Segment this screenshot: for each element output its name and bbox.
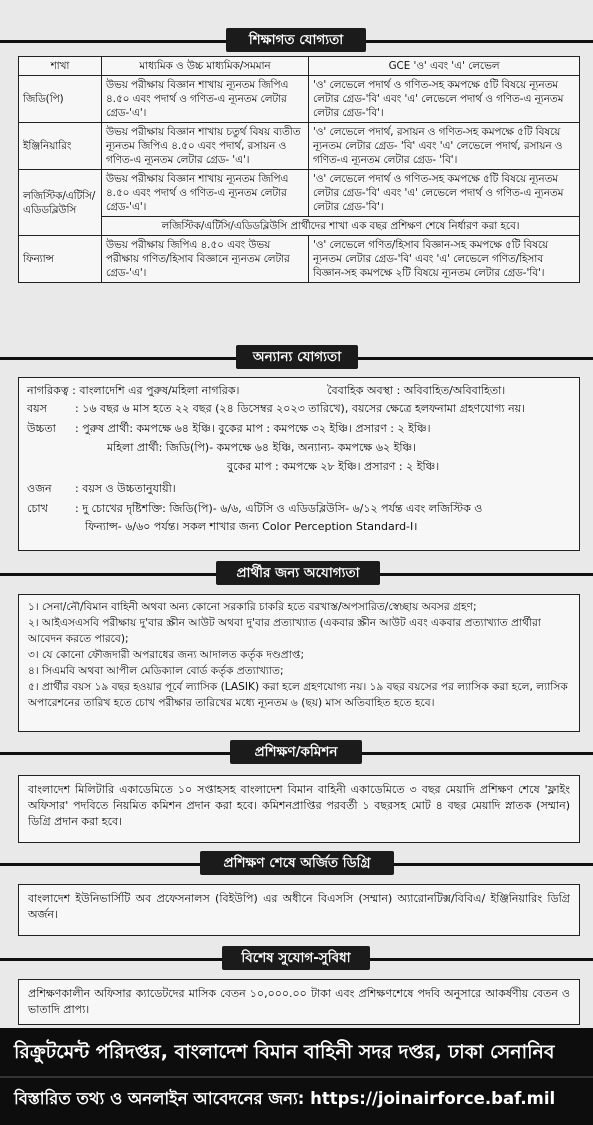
eye-text: : দু চোখের দৃষ্টিশক্তি: জিডি(পি)- ৬/৬, এটিসি ও এডিডব্লিউসি- ৬/১২ পর্যন্ত এবং লজিস্টিক ও [75, 502, 483, 515]
benefits-box [18, 979, 580, 1025]
table-row [19, 76, 580, 123]
table-note-row [19, 217, 580, 236]
height-male-text: : পুরুষ প্রার্থী: কমপক্ষে ৬৪ ইঞ্চি। বুকের মাপ : কমপক্ষে ৩২ ইঞ্চি। প্রসারণ : ২ ইঞ্চি। [75, 422, 431, 435]
disq-title: প্রার্থীর জন্য অযোগ্যতা [216, 561, 380, 585]
eye-row [27, 501, 571, 519]
chest-female-row [27, 459, 571, 481]
eye-row-continued [27, 519, 571, 537]
table-row [19, 170, 580, 217]
degree-section-header [0, 851, 593, 877]
citizenship-row [27, 383, 571, 401]
citizenship-text: নাগরিকত্ব : বাংলাদেশি এর পুরুষ/মহিলা নাগরিক। [27, 384, 240, 397]
table-row [19, 123, 580, 170]
gce-cell: 'ও' লেভেলে পদার্থ ও গণিত-সহ কমপক্ষে ৫টি বিষয়ে ন্যূনতম লেটার গ্রেড-'বি' এবং 'এ' লেভেলে পদার্থ ও গণিত-এ ন্যূনতম লেটার গ্রেড-'বি'। [309, 76, 580, 123]
marital-status-text: বৈবাহিক অবস্থা : অবিবাহিত/অবিবাহিতা। [327, 384, 506, 397]
table-row [19, 236, 580, 283]
weight-text: : বয়স ও উচ্চতানুযায়ী। [75, 482, 176, 495]
benefits-text: প্রশিক্ষণকালীন অফিসার ক্যাডেটদের মাসিক বেতন ১০,০০০.০০ টাকা এবং প্রশিক্ষণশেষে পদবি অনুসারে আকর্ষণীয় বেতন ও ভাতাদি প্রাপ্য। [28, 987, 570, 1016]
header-branch: শাখা [19, 57, 102, 76]
chest-female-text: বুকের মাপ : কমপক্ষে ২৮ ইঞ্চি। প্রসারণ : ২ ইঞ্চি। [227, 460, 440, 473]
training-box [18, 775, 580, 843]
branch-cell: ইঞ্জিনিয়ারিং [19, 123, 102, 170]
degree-title: প্রশিক্ষণ শেষে অর্জিত ডিগ্রি [200, 851, 394, 875]
weight-row [27, 481, 571, 501]
list-item: ৪। সিএমবি অথবা আপীল মেডিক্যাল বোর্ড কর্তৃক প্রত্যাখ্যাত; [28, 665, 284, 677]
ssc-cell: উভয় পরীক্ষায় বিজ্ঞান শাখায় ন্যূনতম জিপিএ ৪.৫০ এবং পদার্থ ও গণিত-এ ন্যূনতম লেটার গ্রেড-'এ'। [102, 76, 309, 123]
list-item: ৩। যে কোনো ফৌজদারী অপরাধের জন্য আদালত কর্তৃক দণ্ডপ্রাপ্ত; [28, 649, 305, 661]
eye-label: চোখ [27, 502, 48, 515]
age-label: বয়স [27, 402, 47, 415]
ssc-cell: উভয় পরীক্ষায় বিজ্ঞান শাখায় চতুর্থ বিষয় ব্যতীত ন্যূনতম জিপিএ ৪.৫০ এবং পদার্থ, রসায়ন ও গণিত-এ ন্যূনতম লেটার গ্রেড- 'এ'। [102, 123, 309, 170]
height-female-row [27, 440, 571, 459]
branch-cell: জিডি(পি) [19, 76, 102, 123]
education-title: শিক্ষাগত যোগ্যতা [226, 28, 366, 52]
other-section-header [0, 345, 593, 371]
table-header-row [19, 57, 580, 76]
height-row [27, 421, 571, 440]
gce-cell: 'ও' লেভেলে পদার্থ, রসায়ন ও গণিত-সহ কমপক্ষে ৫টি বিষয়ে ন্যূনতম লেটার গ্রেড- 'বি' এবং 'এ' লেভেলে পদার্থ, রসায়ন ও গণিত-এ ন্যূনতম লেটার গ্রেড- 'বি'। [309, 123, 580, 170]
list-item: ৫। প্রার্থীর বয়স ১৯ বছর হওয়ার পূর্বে ল্যাসিক (LASIK) করা হলে গ্রহণযোগ্য নয়। ১৯ বছর বয়সের পর ল্যাসিক করা হলে, ল্যাসিক অপারেশনের তারিখ হতে চোখ পরীক্ষার তারিখের মধ্যে ন্যূনতম ৬ (ছয়) মাস অতিবাহিত হতে হবে। [28, 681, 568, 709]
footer-website[interactable]: বিস্তারিত তথ্য ও অনলাইন আবেদনের জন্য: https://joinairforce.baf.mil [0, 1076, 593, 1125]
education-section-header [0, 28, 593, 54]
training-section-header [0, 740, 593, 766]
height-label: উচ্চতা [27, 422, 56, 435]
ssc-cell: উভয় পরীক্ষায় বিজ্ঞান শাখায় ন্যূনতম জিপিএ ৪.৫০ এবং পদার্থ ও গণিত-এ ন্যূনতম লেটার গ্রেড-'এ'। [102, 170, 309, 217]
other-title: অন্যান্য যোগ্যতা [236, 345, 358, 369]
list-item: ২। আইএসএসবি পরীক্ষায় দু'বার স্ক্রীন আউট অথবা দু'বার প্রত্যাখ্যাত (একবার স্ক্রীন আউট এবং একবার প্রত্যাখ্যাত প্রার্থীরা আবেদন করতে পারবে); [28, 617, 541, 645]
branch-cell: লজিস্টিক/এটিসি/ এডিডব্লিউসি [19, 170, 102, 236]
disqualification-box [18, 594, 580, 732]
benefits-title: বিশেষ সুযোগ-সুবিধা [222, 946, 370, 970]
header-gce: GCE 'ও' এবং 'এ' লেভেল [309, 57, 580, 76]
ssc-cell: উভয় পরীক্ষায় জিপিএ ৪.৫০ এবং উভয় পরীক্ষায় গণিত/হিসাব বিজ্ঞানে ন্যূনতম লেটার গ্রেড-'এ'। [102, 236, 309, 283]
other-qualifications-box [18, 377, 580, 551]
weight-label: ওজন [27, 482, 52, 495]
benefits-section-header [0, 946, 593, 972]
branch-cell: ফিন্যান্স [19, 236, 102, 283]
eye-text-continued: ফিন্যান্স- ৬/৬০ পর্যন্ত। সকল শাখার জন্য Color Perception Standard-I। [85, 520, 418, 533]
gce-cell: 'ও' লেভেলে পদার্থ ও গণিত-সহ কমপক্ষে ৫টি বিষয়ে ন্যূনতম লেটার গ্রেড-'বি' এবং 'এ' লেভেলে পদার্থ ও গণিত-এ ন্যূনতম লেটার গ্রেড-'বি'। [309, 170, 580, 217]
training-text: বাংলাদেশ মিলিটারি একাডেমিতে ১০ সপ্তাহসহ বাংলাদেশ বিমান বাহিনী একাডেমিতে ৩ বছর মেয়াদি প্রশিক্ষণ শেষে 'ফ্লাইং অফিসার' পদবিতে নিয়মিত কমিশন প্রদান করা হবে। কমিশনপ্রাপ্তির পরবর্তী ১ বছরসহ মোট ৪ বছর মেয়াদি স্নাতক (সম্মান) ডিগ্রি প্রদান করা হবে। [28, 783, 570, 828]
age-row [27, 401, 571, 421]
height-female-text: মহিলা প্রার্থী: জিডি(পি)- কমপক্ষে ৬৪ ইঞ্চি, অন্যান্য- কমপক্ষে ৬২ ইঞ্চি। [107, 441, 417, 454]
disq-section-header [0, 561, 593, 587]
degree-text: বাংলাদেশ ইউনিভার্সিটি অব প্রফেসনালস (বিইউপি) এর অধীনে বিএসসি (সম্মান) অ্যারোনটিক্স/বিবিএ/ ইঞ্জিনিয়ারিং ডিগ্রি অর্জন। [28, 892, 570, 921]
training-title: প্রশিক্ষণ/কমিশন [230, 740, 362, 764]
gce-cell: 'ও' লেভেলে গণিত/হিসাব বিজ্ঞান-সহ কমপক্ষে ৫টি বিষয়ে ন্যূনতম লেটার গ্রেড-'বি' এবং 'এ' লেভেলে গণিত/হিসাব বিজ্ঞান-সহ কমপক্ষে ২টি বিষয়ে ন্যূনতম লেটার গ্রেড-'বি'। [309, 236, 580, 283]
header-ssc-hsc: মাধ্যমিক ও উচ্চ মাধ্যমিক/সমমান [102, 57, 309, 76]
list-item: ১। সেনা/নৌ/বিমান বাহিনী অথবা অন্য কোনো সরকারি চাকরি হতে বরখাস্ত/অপসারিত/স্বেচ্ছায় অবসর গ্রহণ; [28, 601, 477, 613]
degree-box [18, 884, 580, 936]
age-text: : ১৬ বছর ৬ মাস হতে ২২ বছর (২৪ ডিসেম্বর ২০২৩ তারিখে), বয়সের ক্ষেত্রে হলফনামা গ্রহণযোগ্য নয়। [75, 402, 526, 415]
branch-note: লজিস্টিক/এটিসি/এডিডব্লিউসি প্রার্থীদের শাখা এক বছর প্রশিক্ষণ শেষে নির্ধারণ করা হবে। [102, 217, 580, 236]
footer-address: রিক্রুটমেন্ট পরিদপ্তর, বাংলাদেশ বিমান বাহিনী সদর দপ্তর, ঢাকা সেনানিব [0, 1028, 593, 1076]
education-table [18, 56, 580, 283]
